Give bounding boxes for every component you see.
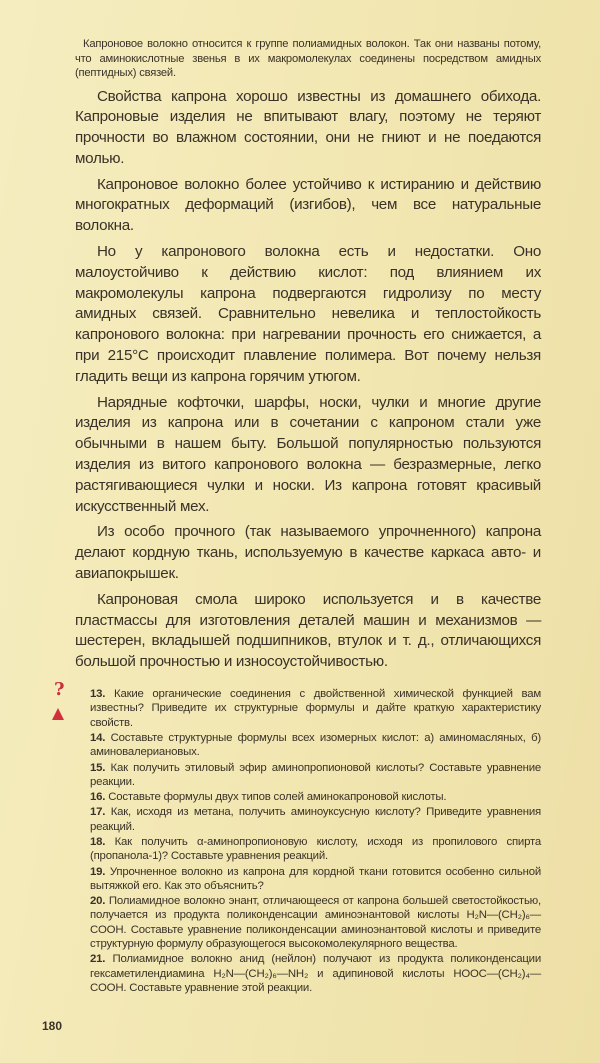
- question-item: [90, 790, 541, 804]
- triangle-icon: [52, 708, 64, 720]
- question-number: 14.: [90, 731, 106, 744]
- question-text: Составьте формулы двух типов солей аминокапроновой кислоты.: [108, 791, 447, 804]
- paragraph: Но у капронового волокна есть и недостатки. Оно малоустойчиво к действию кислот: под влиянием их макромолекулы капрона подвергаются гидролизу по месту амидных связей. Сравнительно невелика и теплостойкость капронового волокна: при нагревании прочность его снижается, а при 215°C происходит плавление полимера. Вот почему нельзя гладить вещи из капрона горячим утюгом.: [75, 243, 541, 385]
- intro-note: Капроновое волокно относится к группе полиамидных волокон. Так они названы потому, что аминокислотные звенья в их макромолекулах соединены посредством амидных (пептидных) связей.: [75, 38, 541, 79]
- question-number: 15.: [90, 761, 106, 774]
- question-text: Упрочненное волокно из капрона для кордной ткани готовится особенно сильной вытяжкой его. Как это объяснить?: [90, 865, 541, 892]
- questions-section: [54, 679, 542, 995]
- question-item: [90, 761, 541, 790]
- question-mark-icon: ?: [54, 679, 65, 701]
- question-text: Полиамидное волокно энант, отличающееся от капрона большей светостойкостью, получается из продукта поликонденсации аминоэнантовой кислоты H₂N—(CH₂)₆—COOH. Составьте уравнение поликонденсации аминоэнантовой кислоты и приведите структурную формулу образующегося высокомолекулярного вещества.: [90, 895, 541, 951]
- question-text: Как получить α-аминопропионовую кислоту, исходя из пропилового спирта (пропанола-1)? Составьте уравнения реакций.: [90, 835, 541, 863]
- question-item: [90, 894, 541, 951]
- question-item: [90, 835, 541, 864]
- question-text: Какие органические соединения с двойственной химической функцией вам известны? Приведите их структурные формулы и дайте краткую характеристику свойств.: [90, 688, 542, 729]
- paragraph: Нарядные кофточки, шарфы, носки, чулки и многие другие изделия из капрона или в сочетании с капроном стали уже обычными в нашем быту. Большой популярностью пользуются изделия из витого капронового волокна — безразмерные, легко растягивающиеся чулки и носки. Из капрона готовят красивый искусственный мех.: [75, 393, 541, 515]
- question-item: [90, 731, 541, 760]
- paragraph: Свойства капрона хорошо известны из домашнего обихода. Капроновые изделия не впитывают влагу, поэтому не теряют прочности во влажном состоянии, они не гниют и не поедаются молью.: [75, 87, 541, 167]
- question-number: 21.: [90, 953, 106, 966]
- page-number: 180: [42, 1019, 63, 1034]
- question-number: 19.: [90, 865, 106, 878]
- question-number: 20.: [90, 895, 106, 908]
- question-text: Полиамидное волокно анид (нейлон) получают из продукта поликонденсации гексаметилендиамина H₂N—(CH₂)₆—NH₂ и адипиновой кислоты HOOC—(CH₂)₄—COOH. Составьте уравнение этой реакции.: [90, 953, 541, 994]
- question-item: [90, 805, 541, 834]
- question-text: Как получить этиловый эфир аминопропионовой кислоты? Составьте уравнение реакции.: [90, 761, 542, 788]
- question-number: 13.: [90, 688, 106, 701]
- question-item: [90, 952, 541, 995]
- question-text: Составьте структурные формулы всех изомерных кислот: а) аминомасляных, б) аминовалериановых.: [90, 731, 541, 759]
- main-text: [75, 87, 541, 674]
- questions-list: [90, 687, 541, 995]
- paragraph: Из особо прочного (так называемого упрочненного) капрона делают кордную ткань, используемую в качестве каркаса авто- и авиапокрышек.: [75, 523, 541, 583]
- question-item: [90, 865, 541, 894]
- question-number: 18.: [90, 835, 106, 848]
- question-number: 17.: [90, 806, 106, 819]
- question-number: 16.: [90, 791, 106, 804]
- paragraph: Капроновое волокно более устойчиво к истиранию и действию многократных деформаций (изгибов), чем все натуральные волокна.: [75, 175, 541, 235]
- question-item: [90, 687, 541, 730]
- paragraph: Капроновая смола широко используется и в качестве пластмассы для изготовления деталей машин и механизмов — шестерен, вкладышей подшипников, втулок и т. д., отличающихся большой прочностью и износоустойчивостью.: [75, 590, 541, 671]
- question-text: Как, исходя из метана, получить аминоуксусную кислоту? Приведите уравнения реакций.: [90, 806, 541, 833]
